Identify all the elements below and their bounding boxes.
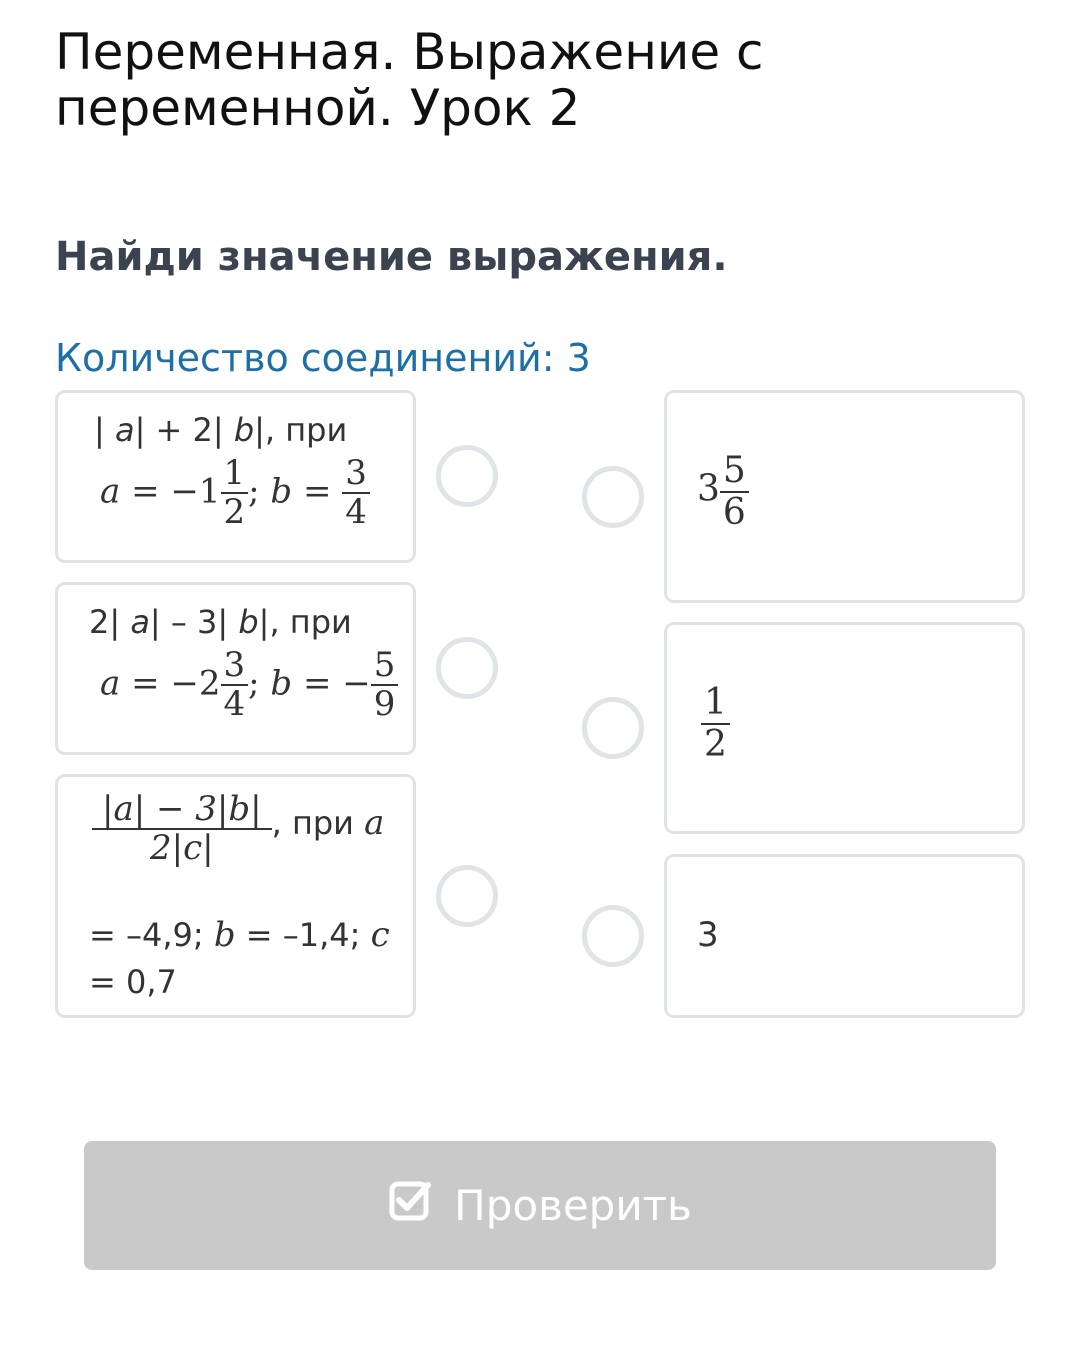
var-b: b <box>270 663 293 704</box>
fraction: $\frac{3}{4}$ <box>221 647 249 724</box>
lesson-title: Переменная. Выражение с переменной. Урок 2 <box>55 23 764 137</box>
var-a: a <box>364 802 385 843</box>
fraction: $\frac{1}{2}$ <box>701 683 730 764</box>
fraction: $\frac{3}{4}$ <box>342 455 370 532</box>
var-c: c <box>370 915 390 955</box>
right-item-2[interactable] <box>664 622 1025 834</box>
check-button-label: Проверить <box>454 1181 692 1230</box>
condition-line: a = −1 $\frac{1}{2}$ ; b = $\frac{3}{4}$ <box>100 455 370 532</box>
right-item-3[interactable] <box>664 854 1025 1018</box>
fraction: $\frac{5}{9}$ <box>371 647 399 724</box>
connections-count: Количество соединений: 3 <box>55 336 591 380</box>
checkbox-icon <box>388 1178 434 1234</box>
fraction: $\frac{1}{2}$ <box>221 455 249 532</box>
operator: – 3 <box>160 603 218 641</box>
condition-label: , при <box>271 803 365 842</box>
abs-a: | a| <box>94 411 146 449</box>
condition-line-2: = 0,7 <box>89 963 177 1001</box>
task-title: Найди значение выражения. <box>55 234 728 280</box>
check-button[interactable] <box>84 1141 996 1270</box>
condition-label: , при <box>269 603 352 641</box>
condition-label: , при <box>264 411 348 449</box>
var-b: b <box>213 915 236 955</box>
fraction: $\frac{5}{6}$ <box>720 451 749 532</box>
right-connector-3[interactable] <box>582 905 644 967</box>
left-connector-3[interactable] <box>436 865 498 927</box>
answer-value: 3 $\frac{5}{6}$ <box>697 451 749 532</box>
equals: = −1 <box>120 471 221 512</box>
abs-b: | b| <box>212 411 265 449</box>
abs-b: | b| <box>217 603 270 641</box>
condition-line: a = −2 $\frac{3}{4}$ ; b = − $\frac{5}{9}$ <box>100 647 398 724</box>
fraction: $\frac{|a| - 3|b|}{2|c|}$ <box>92 791 272 868</box>
answer-value <box>701 683 730 764</box>
var-a: a <box>100 471 121 512</box>
left-item-1[interactable] <box>55 390 416 563</box>
expression-line: 2| a| – 3| b|, при <box>89 603 352 641</box>
left-item-3[interactable] <box>55 774 416 1018</box>
abs-a: | a| <box>109 603 161 641</box>
expression-line <box>94 411 347 449</box>
left-connector-2[interactable] <box>436 637 498 699</box>
right-connector-1[interactable] <box>582 466 644 528</box>
answer-value: 3 <box>697 915 719 955</box>
condition-line: = –4,9; b = –1,4; c <box>89 915 390 955</box>
var-a: a <box>100 663 121 704</box>
right-item-1[interactable] <box>664 390 1025 603</box>
right-connector-2[interactable] <box>582 697 644 759</box>
left-item-2[interactable] <box>55 582 416 755</box>
expression-line <box>92 791 384 868</box>
operator: + 2 <box>145 411 213 449</box>
left-connector-1[interactable] <box>436 445 498 507</box>
var-b: b <box>270 471 293 512</box>
